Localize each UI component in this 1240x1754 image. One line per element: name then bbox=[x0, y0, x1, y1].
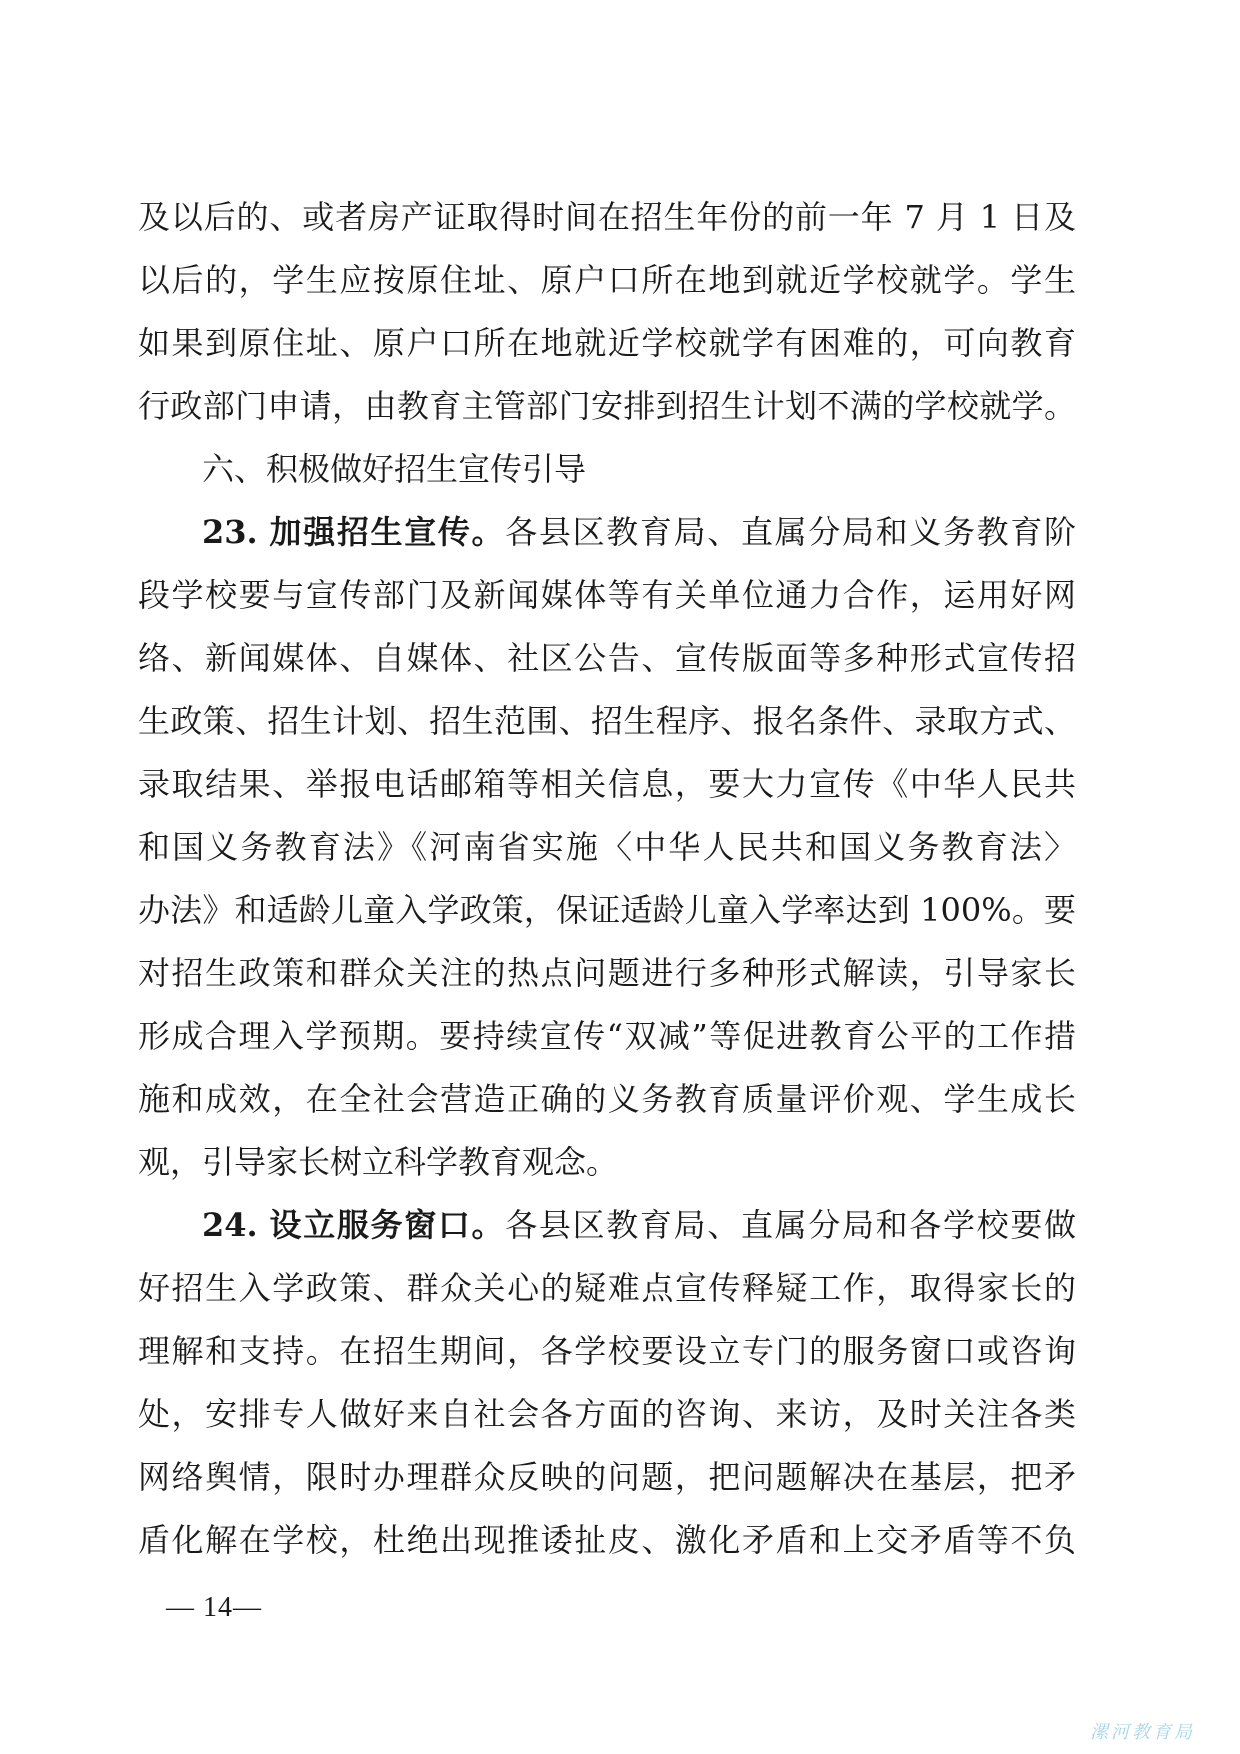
paragraph-line: 观，引导家长树立科学教育观念。 bbox=[138, 1143, 619, 1181]
item-24-number: 24. bbox=[202, 1206, 258, 1244]
paragraph-line: 络、新闻媒体、自媒体、社区公告、宣传版面等多种形式宣传招 bbox=[138, 639, 1076, 677]
item-23-first-line-text: 各县区教育局、直属分局和义务教育阶 bbox=[505, 513, 1076, 551]
paragraph-line: 形成合理入学预期。要持续宣传“双减”等促进教育公平的工作措 bbox=[138, 1017, 1076, 1055]
paragraph-line: 盾化解在学校，杜绝出现推诿扯皮、激化矛盾和上交矛盾等不负 bbox=[138, 1521, 1076, 1559]
paragraph-line: 录取结果、举报电话邮箱等相关信息，要大力宣传《中华人民共 bbox=[138, 765, 1076, 803]
paragraph-line: 以后的，学生应按原住址、原户口所在地到就近学校就学。学生 bbox=[138, 261, 1076, 299]
watermark: 漯河教育局 bbox=[1090, 1722, 1195, 1743]
document-body bbox=[138, 186, 1076, 1572]
paragraph-line: 行政部门申请，由教育主管部门安排到招生计划不满的学校就学。 bbox=[138, 387, 1076, 425]
paragraph-line: 生政策、招生计划、招生范围、招生程序、报名条件、录取方式、 bbox=[138, 702, 1076, 740]
item-24-first-line-text: 各县区教育局、直属分局和各学校要做 bbox=[505, 1206, 1076, 1244]
paragraph-line: 对招生政策和群众关注的热点问题进行多种形式解读，引导家长 bbox=[138, 954, 1076, 992]
item-24-first-line bbox=[138, 1194, 1076, 1257]
paragraph-line: 如果到原住址、原户口所在地就近学校就学有困难的，可向教育 bbox=[138, 324, 1076, 362]
item-24-title: 设立服务窗口。 bbox=[269, 1206, 506, 1244]
paragraph-line: 和国义务教育法》《河南省实施〈中华人民共和国义务教育法〉 bbox=[138, 828, 1076, 866]
item-23-first-line bbox=[138, 501, 1076, 564]
paragraph-line: 办法》和适龄儿童入学政策，保证适龄儿童入学率达到 100%。要 bbox=[138, 891, 1076, 929]
item-23-title: 加强招生宣传。 bbox=[269, 513, 506, 551]
page-number: — 14— bbox=[166, 1592, 262, 1623]
paragraph-line: 理解和支持。在招生期间，各学校要设立专门的服务窗口或咨询 bbox=[138, 1332, 1076, 1370]
paragraph-line: 及以后的、或者房产证取得时间在招生年份的前一年 7 月 1 日及 bbox=[138, 198, 1076, 236]
item-23-number: 23. bbox=[202, 513, 258, 551]
paragraph-line: 段学校要与宣传部门及新闻媒体等有关单位通力合作，运用好网 bbox=[138, 576, 1076, 614]
paragraph-line: 处，安排专人做好来自社会各方面的咨询、来访，及时关注各类 bbox=[138, 1395, 1076, 1433]
paragraph-line: 网络舆情，限时办理群众反映的问题，把问题解决在基层，把矛 bbox=[138, 1458, 1076, 1496]
paragraph-line: 好招生入学政策、群众关心的疑难点宣传释疑工作，取得家长的 bbox=[138, 1269, 1076, 1307]
section-heading: 六、积极做好招生宣传引导 bbox=[202, 450, 587, 488]
paragraph-line: 施和成效，在全社会营造正确的义务教育质量评价观、学生成长 bbox=[138, 1080, 1076, 1118]
